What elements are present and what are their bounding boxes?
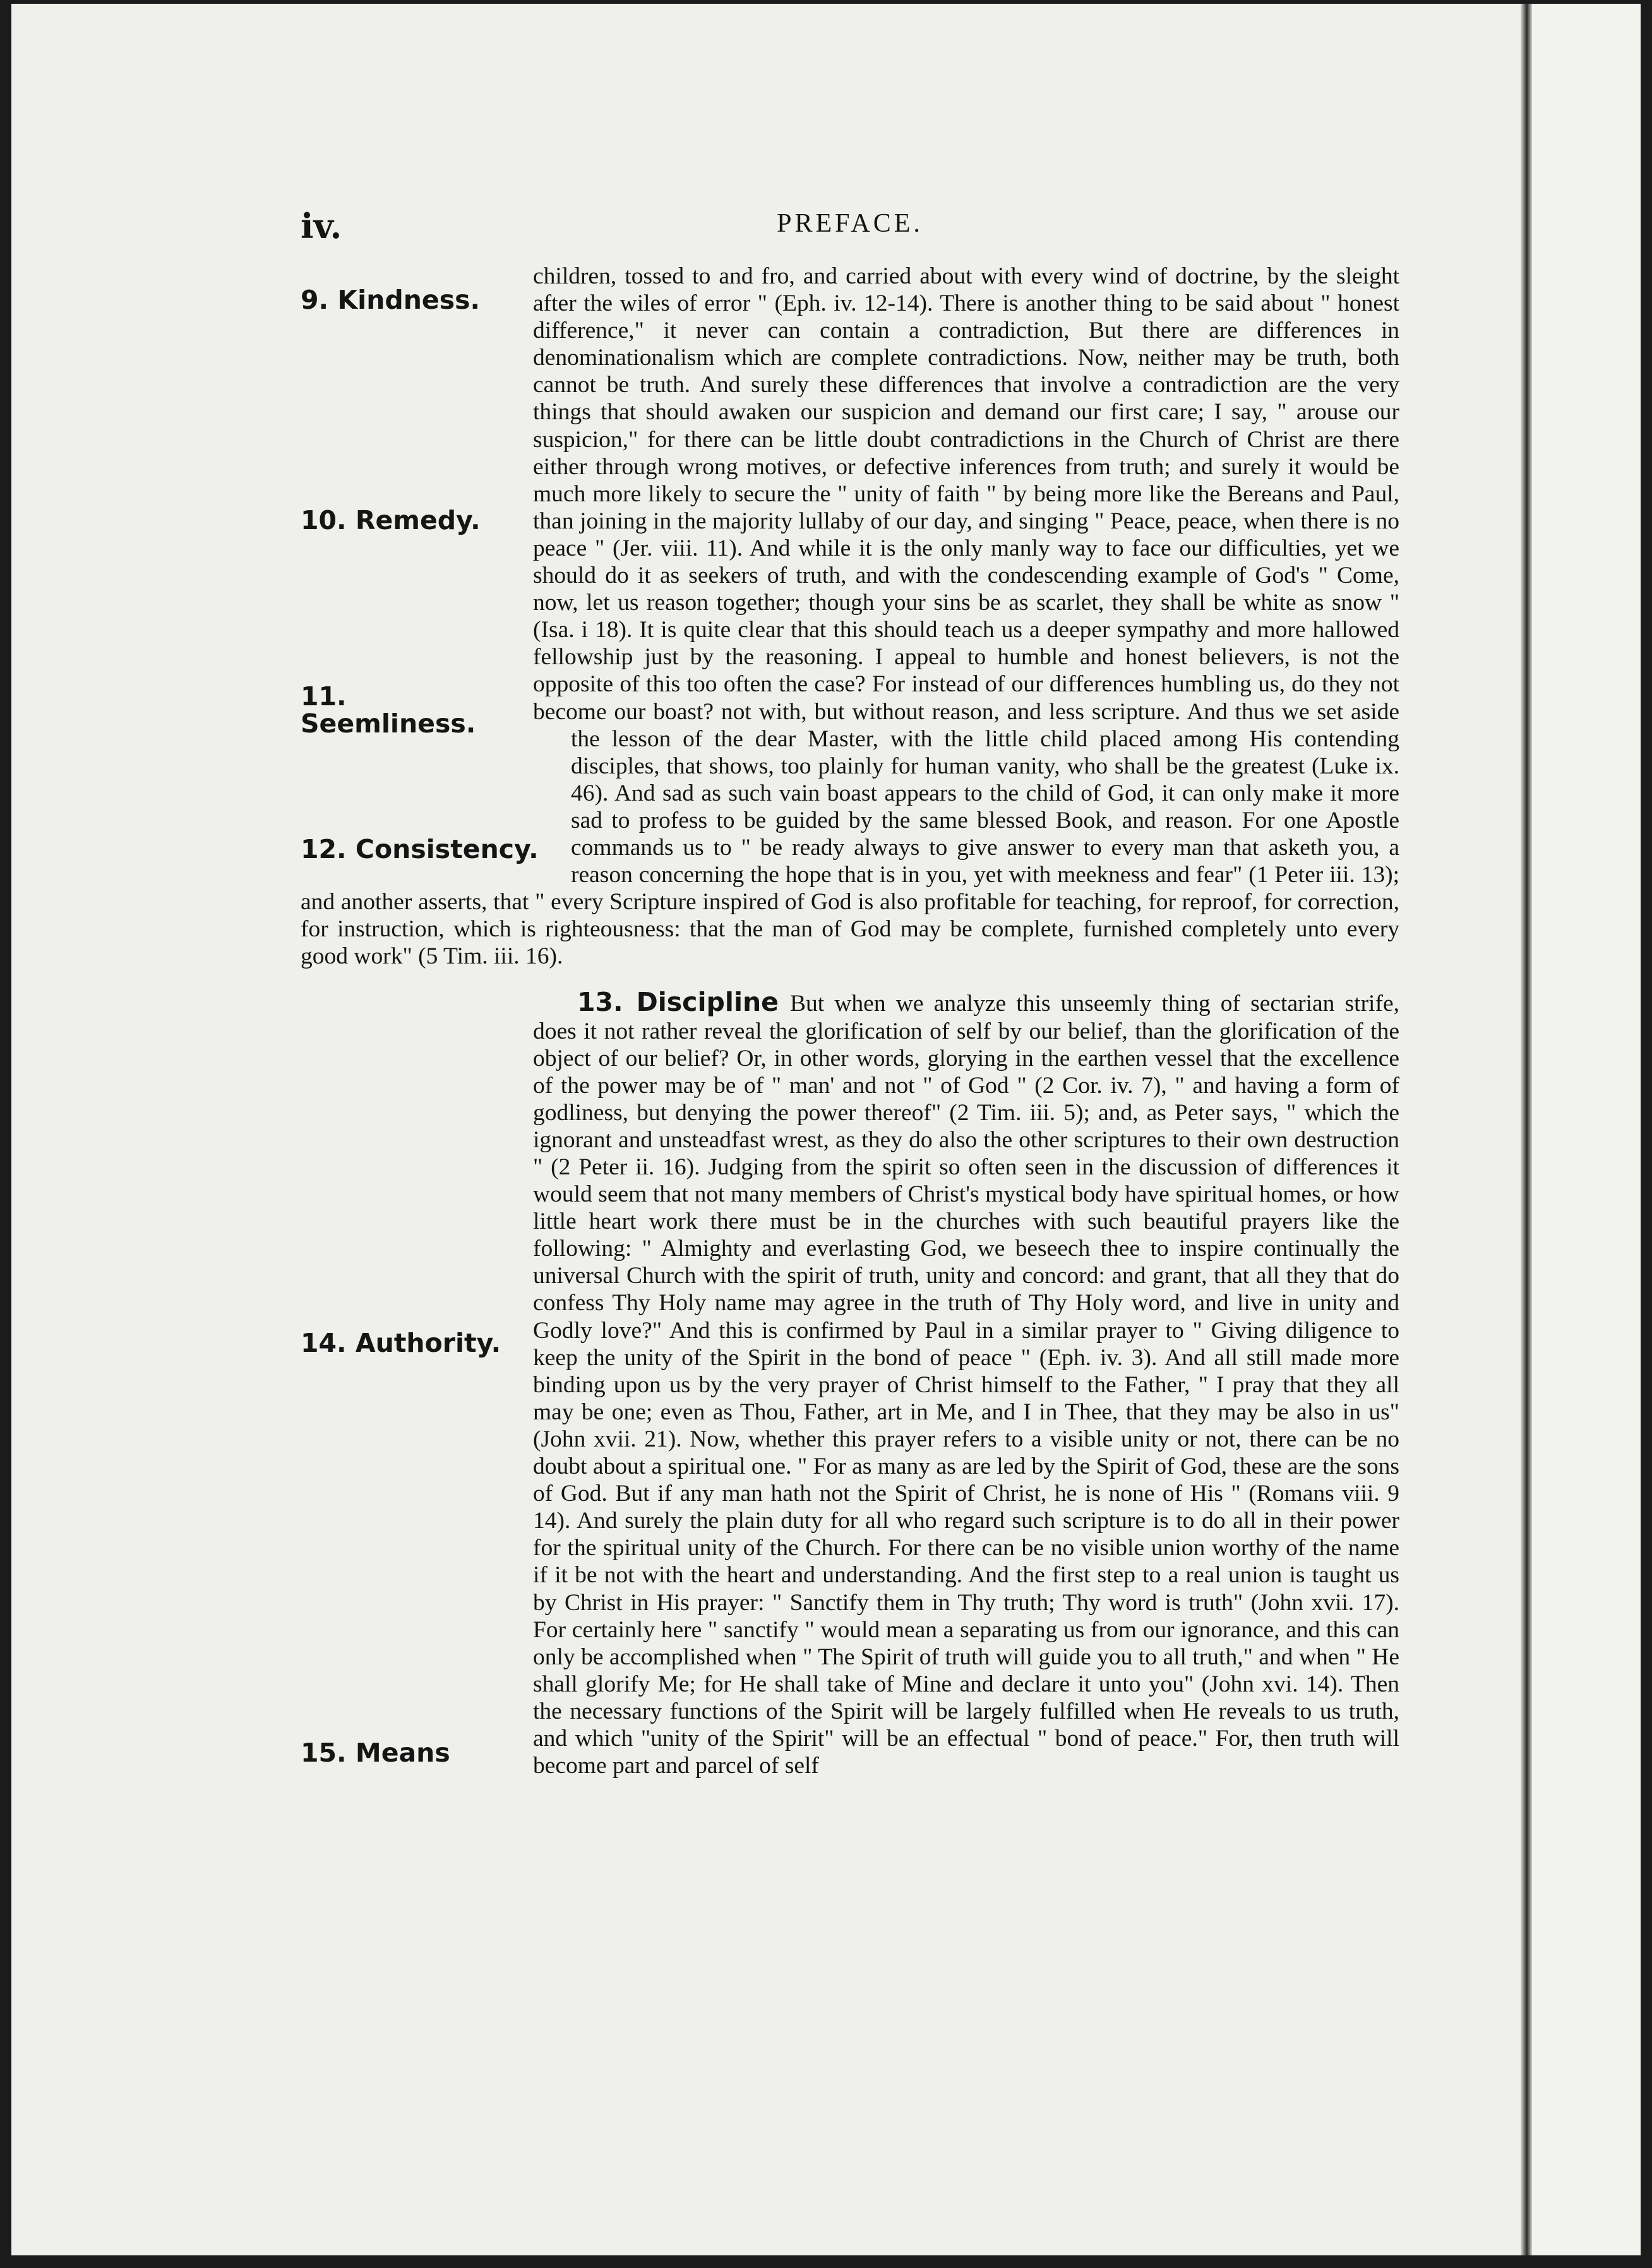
page-title: PREFACE. <box>777 209 923 238</box>
paragraph-discipline <box>301 989 1399 1779</box>
side-heading-seemliness: 11. Seemliness. <box>301 681 476 739</box>
side-heading-kindness: 9. Kindness. <box>301 285 481 315</box>
book-page <box>11 4 1641 2255</box>
side-heading-authority: 14. Authority. <box>301 1328 501 1359</box>
side-heading-means: 15. Means <box>301 1738 450 1769</box>
side-heading-consistency: 12. Consistency. <box>301 834 539 864</box>
paragraph-discipline-text: But when we analyze this unseemly thing of sectarian strife, does it not rather reveal the glorification of self by our belief, than the glorification of the object of our belief? Or, in other words, glorying in the earthen vessel that the excellence of the power may be of " man' and not " of God " (2 Cor. iv. 7), " and having a form of godliness, but denying the power thereof" (2 Tim. iii. 5); and, as Peter says, " which the ignorant and unsteadfast wrest, as they do also the other scriptures to their own destruction " (2 Peter ii. 16). Judging from the spirit so often seen in the discussion of differences it would seem that not many members of Christ's mystical body have spiritual homes, or how little heart work there must be in the churches with such beautiful prayers like the following: " Almighty and everlasting God, we beseech thee to inspire continually the universal Church with the spirit of truth, unity and concord: and grant, that all they that do confess Thy Holy name may agree in the truth of Thy Holy word, and live in unity and Godly love?" And this is confirmed by Paul in a similar prayer to " Giving diligence to keep the unity of the Spirit in the bond of peace " (Eph. iv. 3). And all still made more binding upon us by the very prayer of Christ himself to the Father, " I pray that they all may be one; even as Thou, Father, art in Me, and I in Thee, that they may be also in us" (John xvii. 21). Now, whether this prayer refers to a visible unity or not, there can be no doubt about a spiritual one. " For as many as are led by the Spirit of God, these are the sons of God. But if any man hath not the Spirit of Christ, he is none of His " (Romans viii. 9 14). And surely the plain duty for all who regard such scripture is to do all in their power for the spiritual unity of the Church. For there can be no visible union worthy of the name if it be not with the heart and understanding. And the first step to a real union is taught us by Christ in His prayer: " Sanctify them in Thy truth; Thy word is truth" (John xvii. 17). For certainly here " sanctify " would mean a separating us from our ignorance, and this can only be accomplished when " The Spirit of truth will guide you to all truth," and when " He shall glorify Me; for He shall take of Mine and declare it unto you" (John xvi. 14). Then the necessary functions of the Spirit will be largely fulfilled when He reveals to us truth, and which "unity of the Spirit" will be an effectual " bond of peace." For, then truth will become part and parcel of self <box>533 991 1399 1779</box>
page-number: iv. <box>301 206 342 246</box>
book-spine <box>1521 4 1532 2255</box>
facing-page-edge <box>1532 4 1641 2255</box>
paragraph-sects: children, tossed to and fro, and carried about with every wind of doctrine, by the sleight after the wiles of error " (Eph. iv. 12-14). There is another thing to be said about " honest difference," it never can contain a contradiction, But there are differences in denominationalism which are complete contradictions. Now, neither may be truth, both cannot be truth. And surely these differences that involve a contradiction are the very things that should awaken our suspicion and demand our first care; I say, " arouse our suspicion," for there can be little doubt contradictions in the Church of Christ are there either through wrong motives, or defective inferences from truth; and surely it would be much more likely to secure the " unity of faith " by being more like the Bereans and Paul, than joining in the majority lullaby of our day, and singing " Peace, peace, when there is no peace " (Jer. viii. 11). And while it is the only manly way to face our difficulties, yet we should do it as seekers of truth, and with the condescending example of God's " Come, now, let us reason together; though your sins be as scarlet, they shall be white as snow " (Isa. i 18). It is quite clear that this should teach us a deeper sympathy and more hallowed fellowship just by the reasoning. I appeal to humble and honest believers, is not the opposite of this too often the case? For instead of our differences humbling us, do they not become our boast? not with, but without reason, and less scripture. And thus we set aside the lesson of the dear Master, with the little child placed among His contending disciples, that shows, too plainly for human vanity, who shall be the greatest (Luke ix. 46). And sad as such vain boast appears to the child of God, it can only make it more sad to profess to be guided by the same blessed Book, and reason. For one Apostle commands us to " be ready always to give answer to every man that asketh you, a reason concerning the hope that is in you, yet with meekness and fear" (1 Peter iii. 13); and another asserts, that " every Scripture inspired of God is also profitable for teaching, for reproof, for correction, for instruction, which is righteousness: that the man of God may be complete, furnished completely unto every good work" (5 Tim. iii. 16). <box>301 263 1399 970</box>
side-heading-discipline: 13. Discipline <box>577 987 779 1018</box>
side-heading-remedy: 10. Remedy. <box>301 505 481 535</box>
running-head <box>301 206 1399 263</box>
page-text-block <box>301 206 1399 1786</box>
